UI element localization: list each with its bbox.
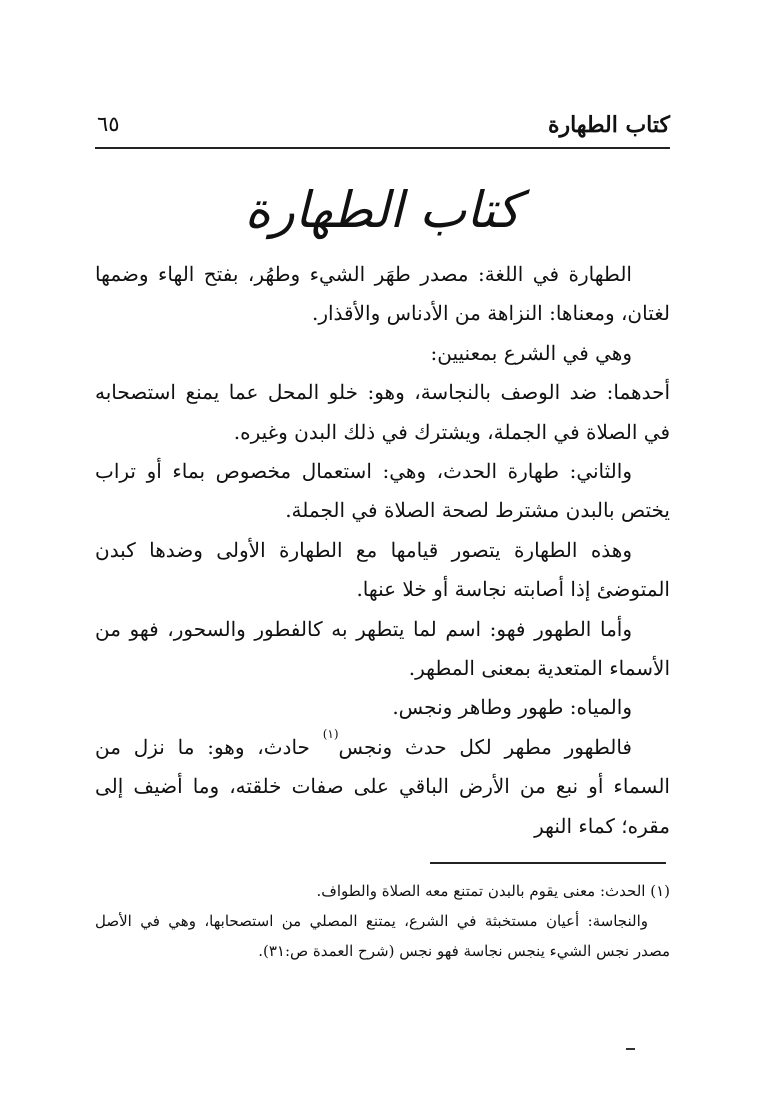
paragraph-coexistence: وهذه الطهارة يتصور قيامها مع الطهارة الأولى وضدها كبدن المتوضئ إذا أصابته نجاسة أو خلا عنها. (95, 537, 670, 602)
paragraph-text-end: حادث، وهو: ما نزل من السماء أو نبع من الأرض الباقي على صفات خلقته، وما أضيف إلى مقره؛ كماء النهر (95, 734, 670, 838)
running-title: كتاب الطهارة (547, 112, 670, 138)
footnote-rule (430, 862, 666, 864)
paragraph-linguistic-definition: الطهارة في اللغة: مصدر طهَر الشيء وطهُر، بفتح الهاء وضمها لغتان، ومعناها: النزاهة من الأدناس والأقذار. (95, 262, 670, 326)
paragraph-water-types: والمياه: طهور وطاهر ونجس. (392, 695, 632, 720)
header-rule (95, 147, 670, 149)
paragraph-tahur-water (95, 728, 670, 846)
page-mark (626, 1048, 635, 1050)
paragraph-first-meaning: أحدهما: ضد الوصف بالنجاسة، وهو: خلو المحل عما يمنع استصحابه في الصلاة في الجملة، ويشترك في ذلك البدن وغيره. (95, 380, 670, 444)
footnote-1-continuation: والنجاسة: أعيان مستخبثة في الشرع، يمتنع المصلي من استصحابها، وهي في الأصل مصدر نجس الشيء ينجس نجاسة فهو نجس (شرح العمدة ص:٣١). (95, 912, 670, 960)
running-header (95, 112, 670, 148)
footnote-reference[interactable]: (١) (322, 726, 339, 741)
body-text (95, 255, 670, 846)
paragraph-tahur-definition: وأما الطهور فهو: اسم لما يتطهر به كالفطور والسحور، فهو من الأسماء المتعدية بمعنى المطهر. (95, 616, 670, 681)
paragraph-two-meanings: وهي في الشرع بمعنيين: (430, 340, 632, 365)
footnotes (95, 876, 670, 966)
page-number: ٦٥ (97, 112, 120, 136)
footnote-1: (١) الحدث: معنى يقوم بالبدن تمتنع معه الصلاة والطواف. (316, 882, 670, 900)
chapter-title: كتاب الطهارة (244, 181, 521, 239)
paragraph-second-meaning: والثاني: طهارة الحدث، وهي: استعمال مخصوص بماء أو تراب يختص بالبدن مشترط لصحة الصلاة في الجملة. (95, 459, 670, 523)
paragraph-text-start: فالطهور مطهر لكل حدث ونجس (338, 734, 632, 759)
